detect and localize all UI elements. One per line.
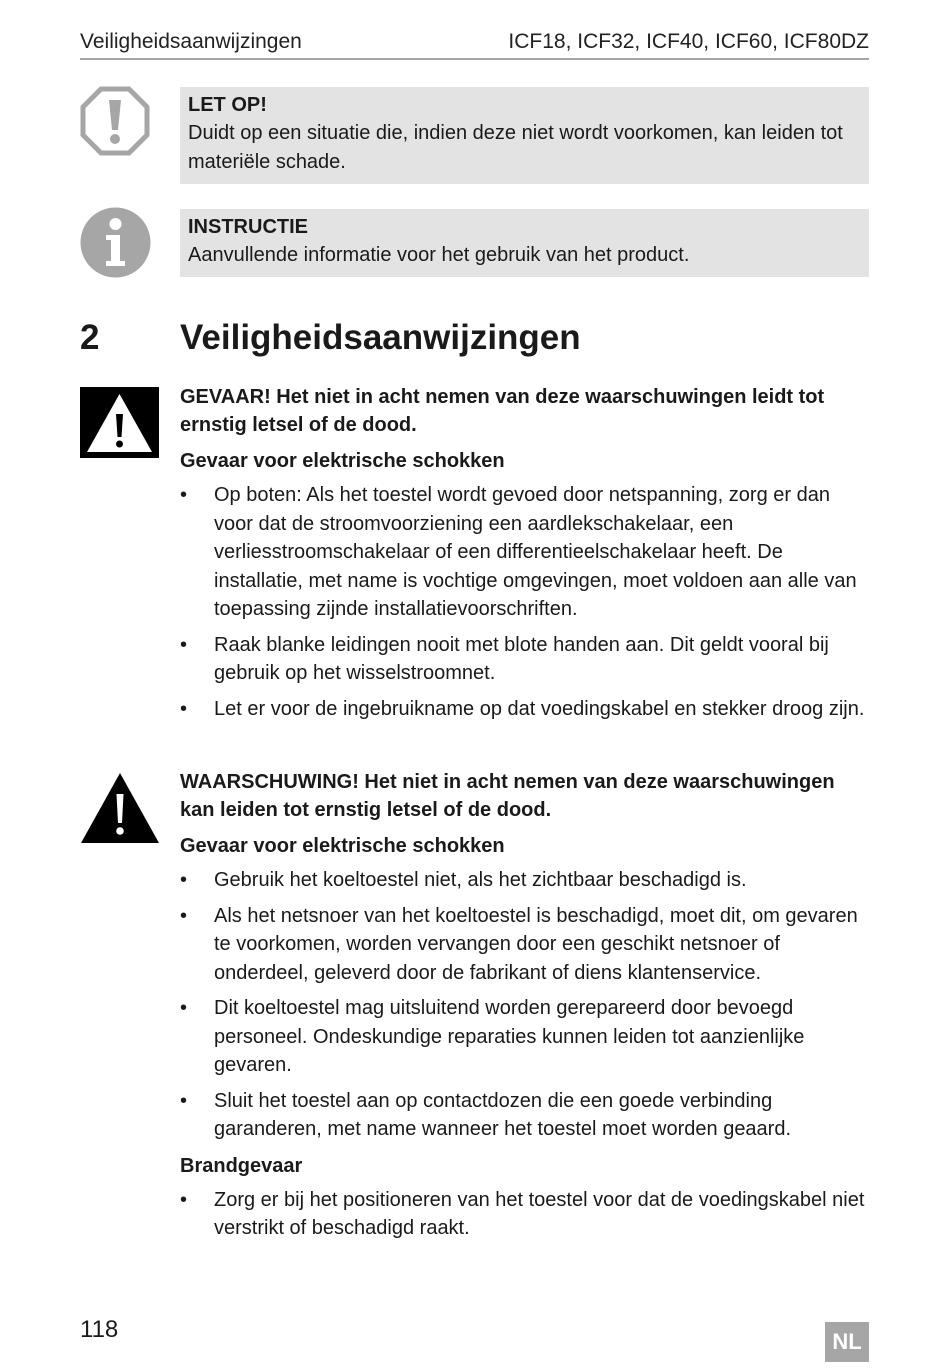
warning-block [180,768,869,1250]
notice-text: Duidt op een situatie die, indien deze niet wordt voorkomen, kan leiden tot materiële schade. [188,122,843,173]
bullet-symbol: • [180,869,188,891]
info-icon [80,207,151,278]
bullet-symbol: • [180,1089,188,1112]
bullet-symbol: • [180,904,188,927]
warning-title: WAARSCHUWING! Het niet in acht nemen van deze waarschuwingen kan leiden tot ernstig letsel of de dood. [180,771,835,821]
running-header-title: Veiligheidsaanwijzingen [80,30,302,53]
bullet-symbol: • [180,697,188,720]
warning-triangle-icon [80,771,160,844]
list-item-text: Sluit het toestel aan op contactdozen die een goede verbinding garanderen, met name wanneer het toestel moet worden geaard. [214,1089,792,1140]
notice-box-caution [180,87,869,184]
list-item [180,866,869,895]
list-item [180,695,869,724]
list-item-text: Raak blanke leidingen nooit met blote handen aan. Dit geldt vooral bij gebruik op het wisselstroomnet. [214,633,829,684]
fire-hazard-subheading: Brandgevaar [180,1154,303,1177]
page-number: 118 [80,1316,119,1343]
danger-warning-icon [80,387,159,458]
fire-hazard-bullet-list [180,1186,869,1243]
header-divider [80,58,869,60]
notice-title: LET OP! [188,94,267,116]
section-number: 2 [80,318,100,357]
running-header-models: ICF18, ICF32, ICF40, ICF60, ICF80DZ [508,30,869,53]
list-item [180,481,869,624]
danger-subheading: Gevaar voor elektrische schokken [180,450,505,472]
notice-text: Aanvullende informatie voor het gebruik van het product. [188,244,690,266]
danger-title: GEVAAR! Het niet in acht nemen van deze waarschuwingen leidt tot ernstig letsel of de dood. [180,386,825,436]
danger-block [180,383,869,730]
notice-title: INSTRUCTIE [188,216,308,238]
exclamation-octagon-icon [80,86,150,156]
danger-bullet-list [180,481,869,723]
bullet-symbol: • [180,997,188,1019]
notice-box-instruction [180,209,869,277]
warning-bullet-list [180,866,869,1144]
bullet-symbol: • [180,633,188,656]
list-item [180,631,869,688]
warning-subheading: Gevaar voor elektrische schokken [180,835,505,857]
list-item-text: Let er voor de ingebruikname op dat voedingskabel en stekker droog zijn. [214,697,865,720]
list-item [180,1087,869,1144]
section-title: Veiligheidsaanwijzingen [180,318,581,357]
list-item-text: Dit koeltoestel mag uitsluitend worden gerepareerd door bevoegd personeel. Ondeskundige reparaties kunnen leiden tot aanzienlijke gevaren. [214,997,805,1076]
bullet-symbol: • [180,484,188,506]
list-item [180,994,869,1080]
bullet-symbol: • [180,1188,188,1211]
list-item-text: Gebruik het koeltoestel niet, als het zichtbaar beschadigd is. [214,869,747,891]
language-badge: NL [825,1322,869,1362]
list-item-text: Als het netsnoer van het koeltoestel is beschadigd, moet dit, om gevaren te voorkomen, worden vervangen door een geschikt netsnoer of onderdeel, geleverd door de fabrikant of diens klantenservice. [214,904,858,984]
list-item [180,1186,869,1243]
list-item [180,902,869,988]
list-item-text: Zorg er bij het positioneren van het toestel voor dat de voedingskabel niet verstrikt of beschadigd raakt. [214,1188,865,1239]
list-item-text: Op boten: Als het toestel wordt gevoed door netspanning, zorg er dan voor dat de stroomvoorziening een aardlekschakelaar, een verliesstroomschakelaar of een differentieelschakelaar heeft. De installatie, met name is vochtige omgevingen, moet voldoen aan alle van toepassing zijnde installatievoorschriften. [214,484,857,620]
